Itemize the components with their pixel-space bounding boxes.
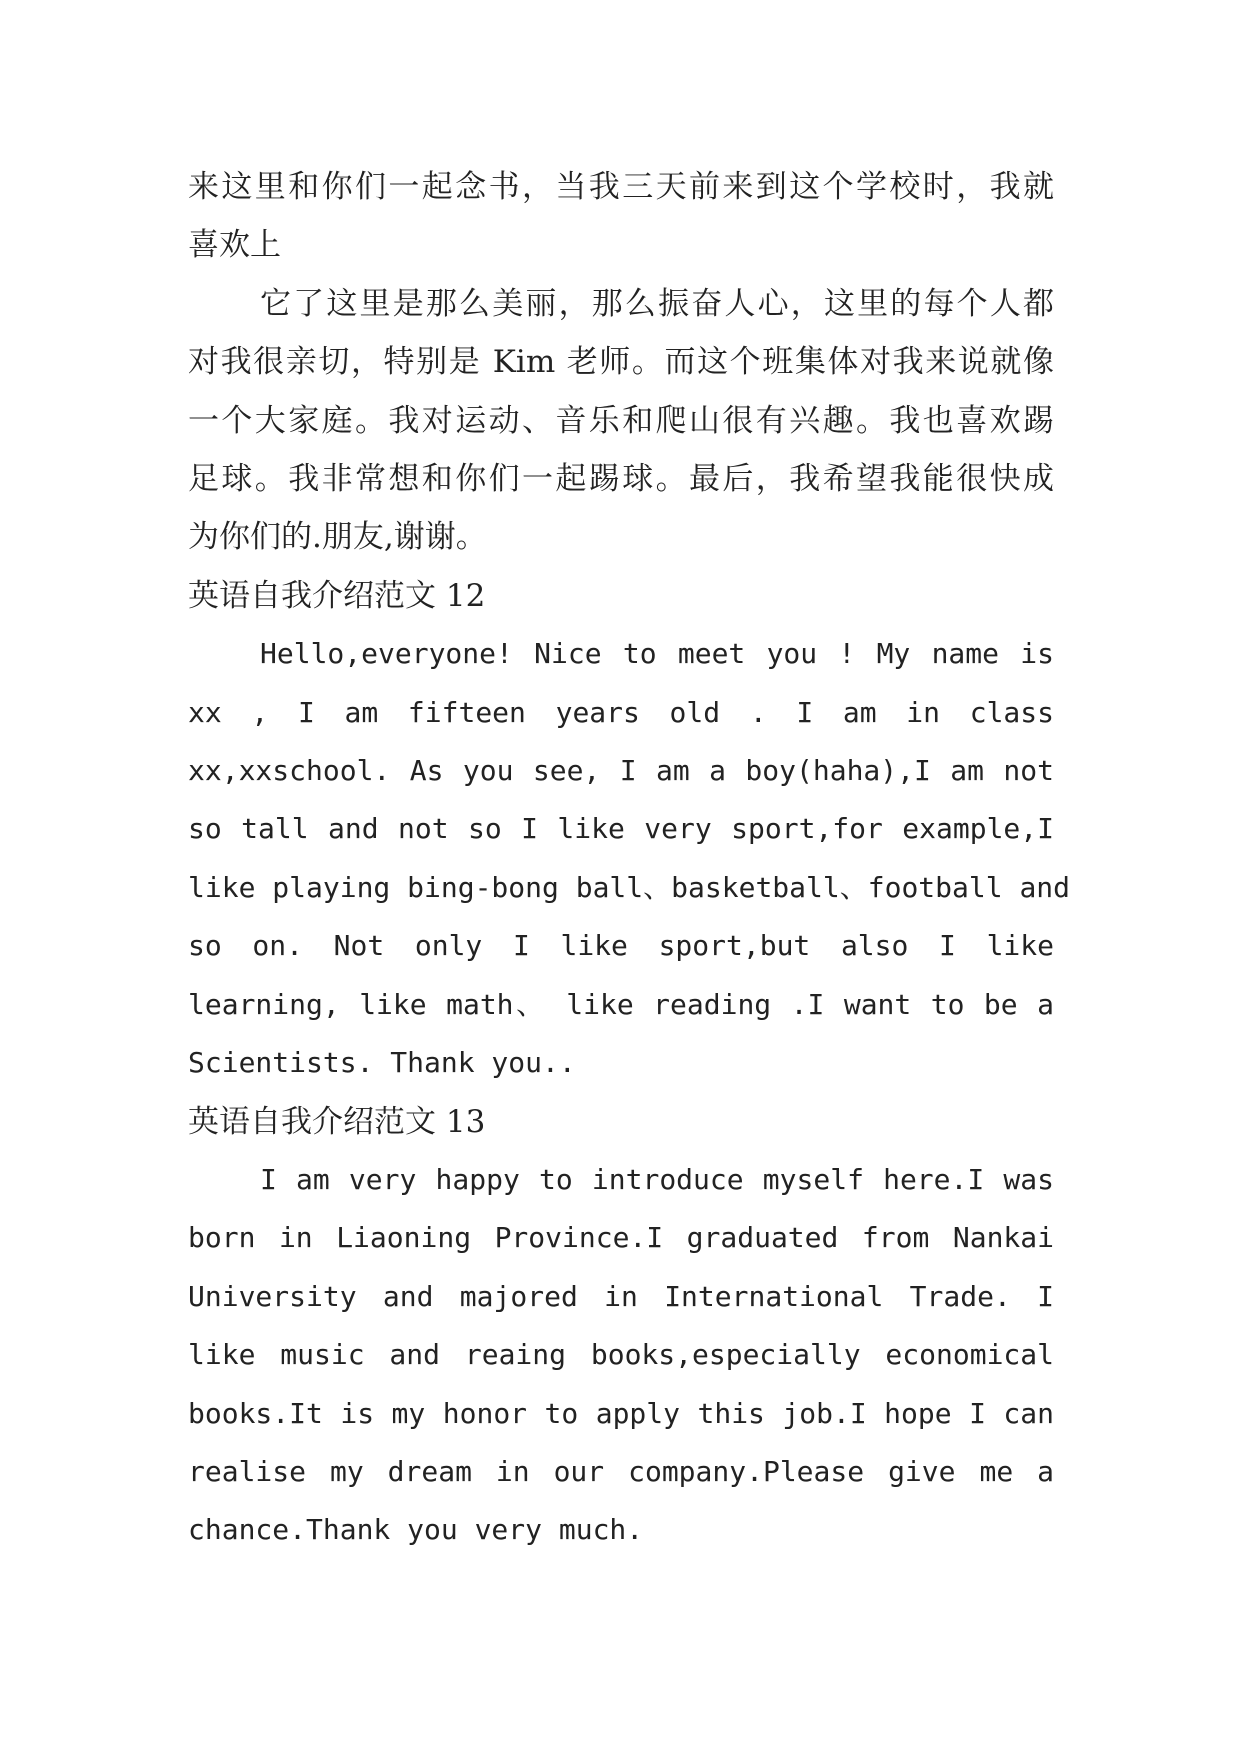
paragraph-english-12 (188, 625, 1071, 1092)
text-line: like playing bing-bong ball、basketball、football and (188, 870, 1071, 904)
text-line: so tall and not so I like very sport,for example,I (188, 812, 1054, 846)
section-heading-12: 英语自我介绍范文 12 (188, 577, 486, 614)
text-line: Hello,everyone! Nice to meet you ! My name is (260, 637, 1054, 671)
text-line: so on. Not only I like sport,but also I like (188, 929, 1054, 963)
paragraph-intro (188, 158, 1054, 275)
text-line: xx , I am fifteen years old . I am in class (188, 695, 1054, 729)
text-line: 来这里和你们一起念书，当我三天前来到这个学校时，我就 (188, 169, 1054, 205)
text-line: born in Liaoning Province.I graduated from Nankai (188, 1221, 1054, 1255)
paragraph-english-13 (188, 1151, 1054, 1560)
text-line: books.It is my honor to apply this job.I hope I can (188, 1396, 1054, 1430)
text-line: xx,xxschool. As you see, I am a boy(haha),I am not (188, 754, 1054, 788)
text-line: learning, like math、 like reading .I want to be a (188, 987, 1054, 1021)
text-line: 足球。我非常想和你们一起踢球。最后，我希望我能很快成 (188, 461, 1054, 498)
text-line: like music and reaing books,especially economical (188, 1338, 1054, 1372)
text-line: Scientists. Thank you.. (188, 1046, 576, 1080)
text-line: University and majored in International Trade. I (188, 1279, 1054, 1313)
text-line: 喜欢上 (188, 227, 281, 264)
document-page (188, 158, 1071, 1560)
text-line: chance.Thank you very much. (188, 1513, 644, 1547)
text-line: 一个大家庭。我对运动、音乐和爬山很有兴趣。我也喜欢踢 (188, 402, 1054, 439)
text-line: 对我很亲切，特别是 Kim 老师。而这个班集体对我来说就像 (188, 344, 1054, 381)
text-line: realise my dream in our company.Please give me a (188, 1454, 1054, 1488)
text-line: I am very happy to introduce myself here.I was (260, 1162, 1054, 1196)
text-line: 它了这里是那么美丽，那么振奋人心，这里的每个人都 (260, 285, 1054, 322)
paragraph-chinese (188, 275, 1054, 567)
section-heading-13: 英语自我介绍范文 13 (188, 1103, 486, 1140)
text-line: 为你们的.朋友,谢谢。 (188, 519, 487, 556)
